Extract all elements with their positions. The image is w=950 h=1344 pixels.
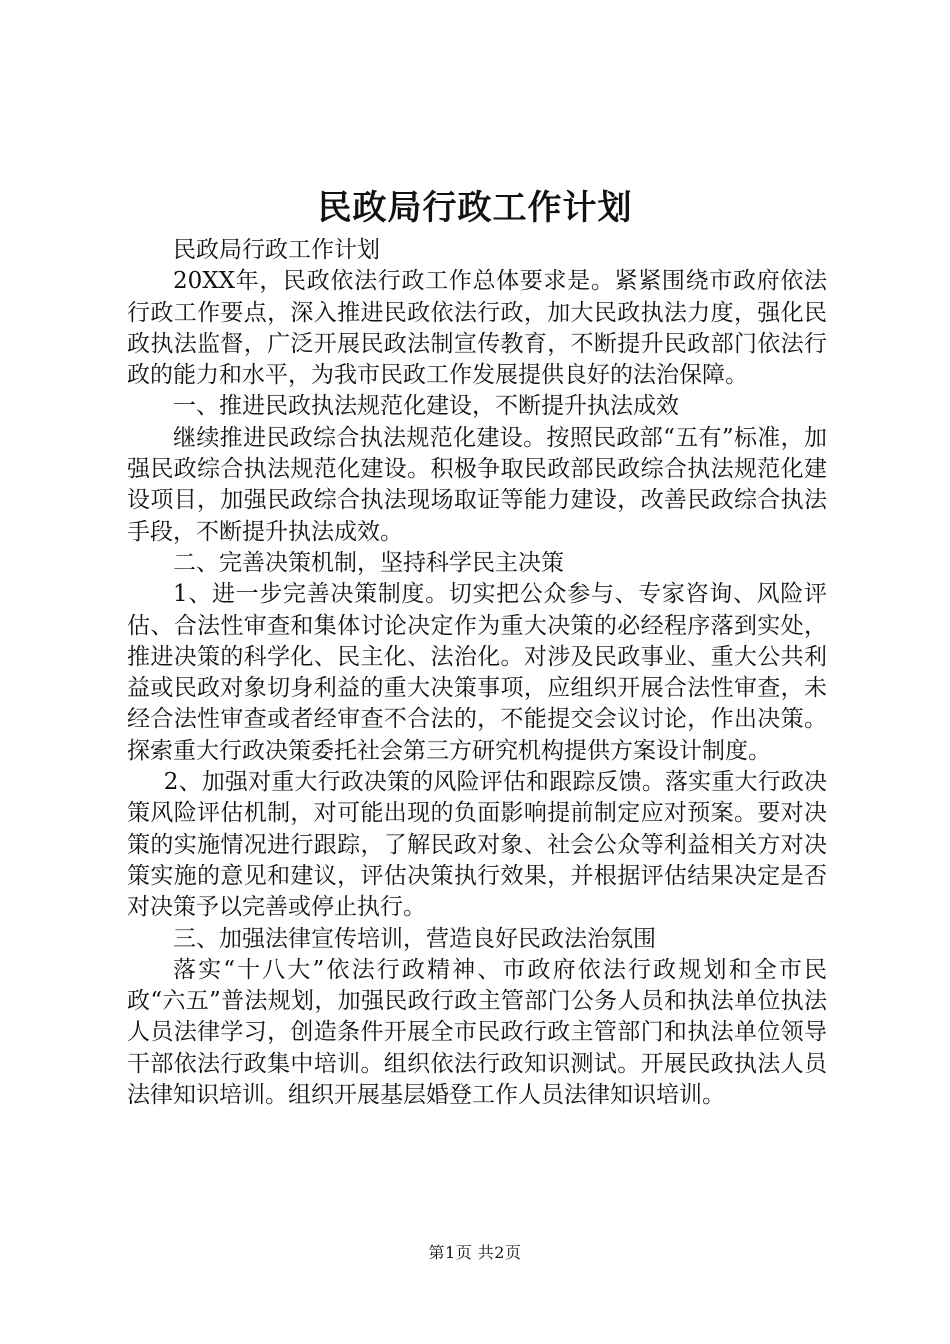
paragraph-item-2: 2、加强对重大行政决策的风险评估和跟踪反馈。落实重大行政决策风险评估机制，对可能出现的负面影响提前制定应对预案。要对决策的实施情况进行跟踪，了解民政对象、社会公众等利益相关方对决策实施的意见和建议，评估决策执行效果，并根据评估结果决定是否对决策予以完善或停止执行。 [127, 769, 827, 921]
paragraph-section-1: 继续推进民政综合执法规范化建设。按照民政部“五有”标准，加强民政综合执法规范化建设。积极争取民政部民政综合执法规范化建设项目，加强民政综合执法现场取证等能力建设，改善民政综合执法手段，不断提升执法成效。 [127, 424, 827, 545]
paragraph-intro: 20XX年，民政依法行政工作总体要求是。紧紧围绕市政府依法行政工作要点，深入推进民政依法行政，加大民政执法力度，强化民政执法监督，广泛开展民政法制宣传教育，不断提升民政部门依法行政的能力和水平，为我市民政工作发展提供良好的法治保障。 [127, 268, 827, 389]
section-heading-3: 三、加强法律宣传培训，营造良好民政法治氛围 [173, 925, 656, 952]
document-title: 民政局行政工作计划 [317, 188, 633, 228]
page-footer: 第1页 共2页 [428, 1243, 522, 1262]
section-heading-2: 二、完善决策机制，坚持科学民主决策 [173, 549, 564, 576]
paragraph-item-1: 1、进一步完善决策制度。切实把公众参与、专家咨询、风险评估、合法性审查和集体讨论决定作为重大决策的必经程序落到实处，推进决策的科学化、民主化、法治化。对涉及民政事业、重大公共利益或民政对象切身利益的重大决策事项，应组织开展合法性审查，未经合法性审查或者经审查不合法的，不能提交会议讨论，作出决策。探索重大行政决策委托社会第三方研究机构提供方案设计制度。 [127, 581, 827, 764]
document-body [127, 235, 827, 1111]
paragraph-section-3: 落实“十八大”依法行政精神、市政府依法行政规划和全市民政“六五”普法规划，加强民政行政主管部门公务人员和执法单位执法人员法律学习，创造条件开展全市民政行政主管部门和执法单位领导干部依法行政集中培训。组织依法行政知识测试。开展民政执法人员法律知识培训。组织开展基层婚登工作人员法律知识培训。 [127, 956, 827, 1109]
section-heading-1: 一、推进民政执法规范化建设，不断提升执法成效 [173, 393, 679, 420]
paragraph-subtitle: 民政局行政工作计划 [173, 237, 380, 263]
